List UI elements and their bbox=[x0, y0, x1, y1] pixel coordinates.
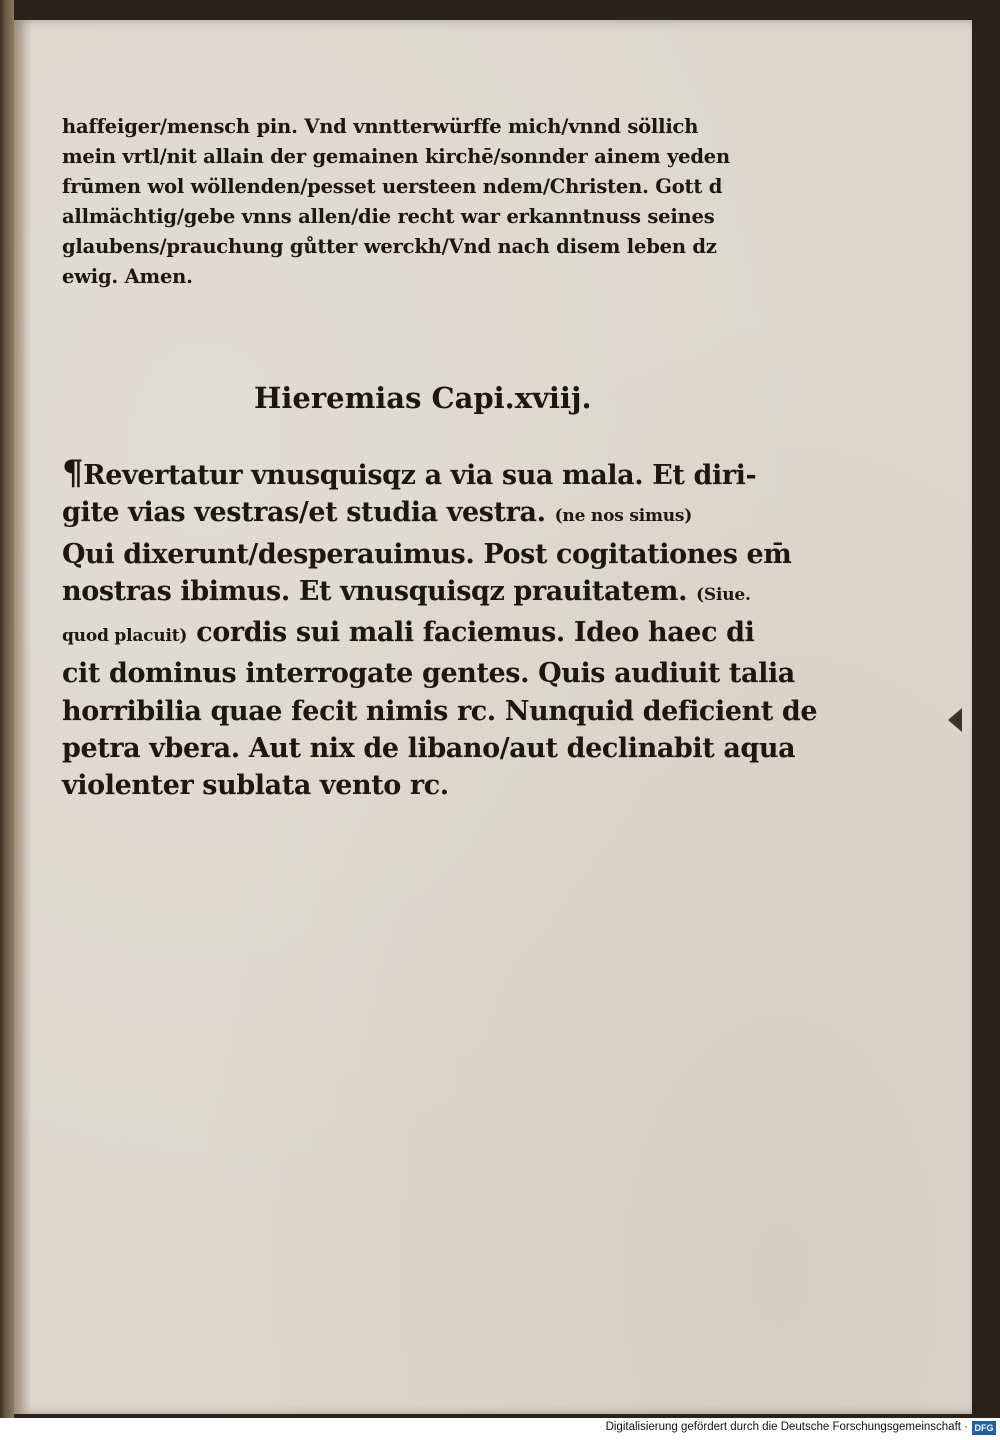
text-span: gite vias vestras/et studia vestra. bbox=[62, 497, 546, 529]
text-line: mein vrtl/nit allain der gemainen kirchē/sonnder ainem yeden bbox=[62, 145, 730, 168]
text-line: horribilia quae fecit nimis rc. Nunquid deficient de bbox=[62, 695, 818, 727]
book-spine bbox=[0, 0, 14, 1418]
dfg-logo: DFG bbox=[972, 1421, 996, 1435]
text-line: haffeiger/mensch pin. Vnd vnntterwürffe mich/vnnd söllich bbox=[62, 115, 699, 138]
gloss-note: (ne nos simus) bbox=[554, 506, 693, 527]
german-text-block bbox=[62, 112, 782, 292]
page-gutter-shadow bbox=[14, 20, 32, 1414]
gloss-note: quod placuit) bbox=[62, 626, 188, 647]
text-line: violenter sublata vento rc. bbox=[62, 770, 449, 802]
text-line bbox=[62, 494, 822, 535]
text-line bbox=[62, 453, 822, 494]
text-line: cit dominus interrogate gentes. Quis audiuit talia bbox=[62, 658, 795, 690]
text-line: glaubens/prauchung gůtter werckh/Vnd nach disem leben dz bbox=[62, 235, 717, 258]
chapter-heading: Hieremias Capi.xviij. bbox=[254, 381, 592, 415]
page-tab-marker bbox=[948, 708, 962, 732]
text-line bbox=[62, 614, 822, 655]
text-line: petra vbera. Aut nix de libano/aut declinabit aqua bbox=[62, 733, 796, 765]
text-line: ewig. Amen. bbox=[62, 265, 193, 288]
book-page bbox=[14, 20, 972, 1414]
funding-credit: Digitalisierung gefördert durch die Deutsche Forschungsgemeinschaft · bbox=[605, 1421, 968, 1433]
text-line bbox=[62, 573, 822, 614]
text-span: Revertatur vnusquisqz a via sua mala. Et diri- bbox=[83, 460, 757, 491]
text-line: Qui dixerunt/desperauimus. Post cogitationes em̄ bbox=[62, 538, 792, 570]
text-line: frūmen wol wöllenden/pesset uersteen ndem/Christen. Gott d bbox=[62, 175, 723, 198]
text-span: cordis sui mali faciemus. Ideo haec di bbox=[196, 617, 755, 649]
digitization-footer bbox=[0, 1418, 1000, 1440]
pilcrow-mark: ¶ bbox=[62, 453, 84, 493]
text-span: nostras ibimus. Et vnusquisqz prauitatem. bbox=[62, 575, 688, 607]
latin-text-block bbox=[62, 453, 822, 805]
gloss-note: (Siue. bbox=[696, 584, 751, 605]
text-line: allmächtig/gebe vnns allen/die recht war erkanntnuss seines bbox=[62, 205, 715, 228]
